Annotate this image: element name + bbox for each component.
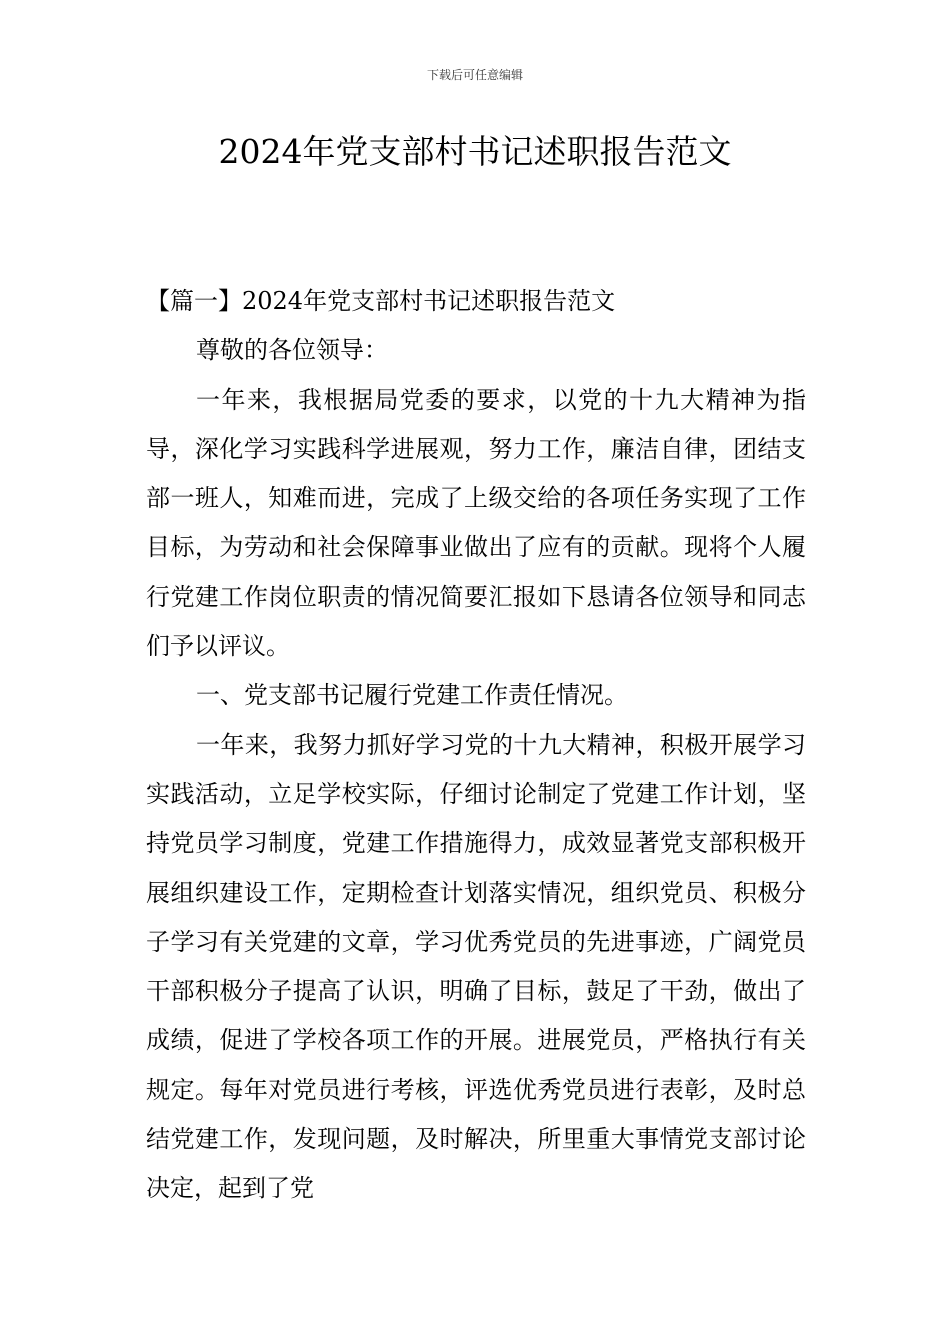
- paragraph-1: 一年来，我根据局党委的要求，以党的十九大精神为指导，深化学习实践科学进展观，努力工作，廉洁自律，团结支部一班人，知难而进，完成了上级交给的各项任务实现了工作目标，为劳动和社会保障事业做出了应有的贡献。现将个人履行党建工作岗位职责的情况简要汇报如下恳请各位领导和同志们予以评议。: [146, 385, 806, 661]
- document-body: [146, 277, 806, 1214]
- paragraph-2: 一年来，我努力抓好学习党的十九大精神，积极开展学习实践活动，立足学校实际，仔细讨论制定了党建工作计划，坚持党员学习制度，党建工作措施得力，成效显著党支部积极开展组织建设工作，定期检查计划落实情况，组织党员、积极分子学习有关党建的文章，学习优秀党员的先进事迹，广阔党员干部积极分子提高了认识，明确了目标，鼓足了干劲，做出了成绩，促进了学校各项工作的开展。进展党员，严格执行有关规定。每年对党员进行考核，评选优秀党员进行表彰，及时总结党建工作，发现问题，及时解决，所里重大事情党支部讨论决定，起到了党: [146, 730, 806, 1203]
- document-title: 2024年党支部村书记述职报告范文: [218, 132, 732, 171]
- subheading-1: 一、党支部书记履行党建工作责任情况。: [196, 681, 628, 710]
- salutation: 尊敬的各位领导：: [196, 336, 388, 365]
- section-heading: 【篇一】2024年党支部村书记述职报告范文: [146, 287, 616, 315]
- page-header-note: 下载后可任意编辑: [426, 68, 523, 82]
